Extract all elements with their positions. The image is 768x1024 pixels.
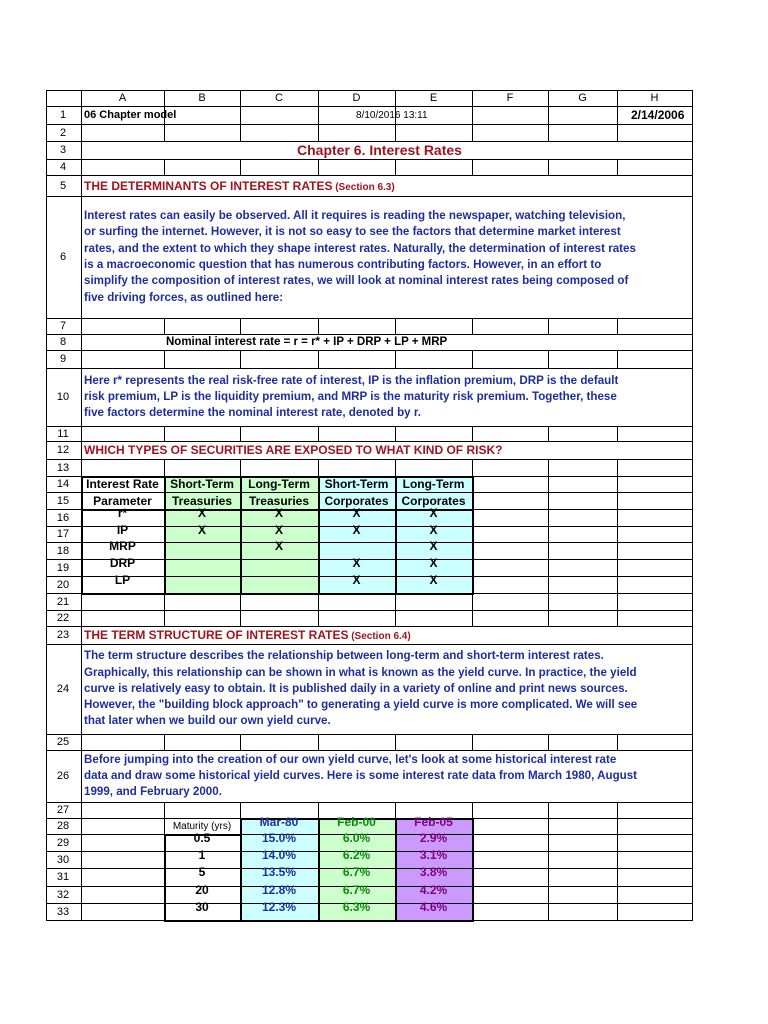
grid-line xyxy=(548,526,549,543)
section-heading-determinants: THE DETERMINANTS OF INTEREST RATES (Section 6.3) xyxy=(84,178,395,193)
column-header-a: A xyxy=(118,92,127,104)
grid-line xyxy=(240,159,241,176)
row-number: 6 xyxy=(59,251,67,263)
row-number: 3 xyxy=(59,144,67,156)
grid-line xyxy=(617,509,618,527)
table-border xyxy=(240,920,474,922)
column-header-h: H xyxy=(650,92,659,104)
factors-paragraph: Here r* represents the real risk-free rate of interest, IP is the inflation premium, DRP is the default risk premium, LP is the liquidity premium, and MRP is the maturity risk premium. Together, these five factors determine the nominal interest rate, denoted by r. xyxy=(84,373,619,420)
row-number: 18 xyxy=(56,544,70,557)
grid-line xyxy=(548,542,549,560)
row-number: 8 xyxy=(59,336,67,348)
grid-line xyxy=(46,441,693,442)
yield-value: 6.0% xyxy=(342,831,371,845)
grid-line xyxy=(240,459,241,477)
grid-line xyxy=(617,106,618,125)
grid-line xyxy=(617,426,618,442)
row-number: 33 xyxy=(56,905,70,918)
grid-line xyxy=(548,886,549,904)
grid-line xyxy=(548,559,549,577)
row-number: 24 xyxy=(56,683,70,695)
grid-line xyxy=(472,734,473,751)
grid-line xyxy=(472,459,473,477)
risk-parameter: LP xyxy=(114,573,131,587)
yield-value: 4.2% xyxy=(419,883,448,897)
grid-line xyxy=(617,818,618,835)
risk-table-header: Short-Term xyxy=(170,477,234,491)
maturity-value: 0.5 xyxy=(193,831,211,845)
row-number: 13 xyxy=(56,461,70,474)
grid-line xyxy=(46,610,693,611)
nominal-rate-formula: Nominal interest rate = r = r* + IP + DRP + LP + MRP xyxy=(166,336,448,348)
grid-line xyxy=(46,159,693,160)
grid-line xyxy=(318,318,319,335)
grid-line xyxy=(617,903,618,921)
table-border xyxy=(472,818,474,922)
grid-line xyxy=(318,593,319,611)
risk-mark: X xyxy=(352,556,361,570)
grid-line xyxy=(240,734,241,751)
yield-value: 4.6% xyxy=(419,900,448,914)
grid-line xyxy=(548,734,549,751)
table-border xyxy=(472,476,474,595)
grid-line xyxy=(548,818,549,835)
grid-line xyxy=(617,542,618,560)
grid-line xyxy=(46,318,693,319)
grid-line xyxy=(472,124,473,142)
grid-line xyxy=(472,106,473,125)
grid-line xyxy=(548,476,549,493)
row-number: 28 xyxy=(56,820,70,832)
grid-line xyxy=(548,459,549,477)
grid-line xyxy=(164,350,165,369)
grid-line xyxy=(46,350,693,351)
grid-line xyxy=(548,350,549,369)
grid-line xyxy=(164,459,165,477)
row-number: 17 xyxy=(56,528,70,540)
yield-value: 6.3% xyxy=(342,900,371,914)
risk-mark: X xyxy=(352,523,361,537)
risk-parameter: r* xyxy=(117,506,128,520)
grid-line xyxy=(472,159,473,176)
grid-line xyxy=(240,318,241,335)
risk-table-header: Interest Rate xyxy=(86,477,159,491)
grid-line xyxy=(472,610,473,627)
grid-line xyxy=(46,426,693,427)
risk-table-header: Treasuries xyxy=(171,493,233,508)
grid-line xyxy=(472,802,473,819)
grid-line xyxy=(240,106,241,125)
grid-line xyxy=(617,459,618,477)
grid-line xyxy=(318,610,319,627)
risk-mark: X xyxy=(274,523,283,537)
grid-line xyxy=(548,106,549,125)
yield-value: 14.0% xyxy=(261,848,297,862)
risk-mark: X xyxy=(429,523,438,537)
row-number: 19 xyxy=(56,561,70,574)
row-number: 30 xyxy=(56,853,70,866)
grid-line xyxy=(617,559,618,577)
section-heading-securities: WHICH TYPES OF SECURITIES ARE EXPOSED TO WHAT KIND OF RISK? xyxy=(84,443,503,457)
row-number: 22 xyxy=(56,612,70,624)
yield-value: 6.2% xyxy=(342,848,371,862)
risk-mark: X xyxy=(429,506,438,520)
grid-line xyxy=(617,868,618,887)
grid-line xyxy=(548,802,549,819)
row-number: 4 xyxy=(59,161,67,173)
column-header-e: E xyxy=(429,92,438,104)
grid-line xyxy=(395,593,396,611)
grid-line xyxy=(395,318,396,335)
row-number: 23 xyxy=(56,629,70,641)
grid-line xyxy=(46,175,693,176)
grid-line xyxy=(617,834,618,852)
row-number: 1 xyxy=(59,109,67,121)
grid-line xyxy=(318,734,319,751)
row-number: 26 xyxy=(56,770,70,782)
table-border xyxy=(164,920,242,922)
grid-line xyxy=(164,426,165,442)
row-number: 10 xyxy=(56,391,70,403)
grid-line xyxy=(46,644,693,645)
risk-mark: X xyxy=(352,573,361,587)
maturity-value: 30 xyxy=(195,900,209,914)
risk-table-header: Corporates xyxy=(401,493,466,508)
row-number: 21 xyxy=(56,595,70,608)
row-number: 2 xyxy=(59,126,67,139)
risk-mark: X xyxy=(429,573,438,587)
grid-line xyxy=(472,318,473,335)
grid-line xyxy=(395,734,396,751)
grid-line xyxy=(240,610,241,627)
section-heading-term-structure: THE TERM STRUCTURE OF INTEREST RATES (Section 6.4) xyxy=(84,628,411,642)
yield-value: 6.7% xyxy=(342,865,371,879)
yield-value: 12.3% xyxy=(261,900,297,914)
grid-line xyxy=(617,159,618,176)
grid-line xyxy=(617,734,618,751)
grid-line xyxy=(395,426,396,442)
maturity-value: 1 xyxy=(198,848,206,862)
maturity-value: 5 xyxy=(198,865,206,879)
grid-line xyxy=(240,124,241,142)
grid-line xyxy=(318,426,319,442)
risk-table-header: Treasuries xyxy=(248,493,310,508)
grid-line xyxy=(617,851,618,869)
row-number: 9 xyxy=(59,353,67,365)
row-number: 14 xyxy=(56,478,70,490)
column-header-f: F xyxy=(506,92,514,104)
maturity-label: Maturity (yrs) xyxy=(172,821,232,832)
grid-line xyxy=(164,124,165,142)
grid-line xyxy=(395,459,396,477)
row-number: 32 xyxy=(56,888,70,901)
yield-value: 13.5% xyxy=(261,865,297,879)
row-number: 20 xyxy=(56,578,70,591)
grid-line xyxy=(318,459,319,477)
risk-parameter: IP xyxy=(116,523,129,537)
row-number: 27 xyxy=(56,804,70,816)
intro-paragraph: Interest rates can easily be observed. All it requires is reading the newspaper, watching television, or surfing the internet. However, it is not so easy to see the factors that determine market interest rates, and the extent to which they shape interest rates. Naturally, the determination of interest rates is a macroeconomic question that has numerous contributing factors. However, in an effort to simplify the composition of interest rates, we will look at nominal interest rates being composed of five driving forces, as outlined here: xyxy=(84,209,636,304)
grid-line xyxy=(164,734,165,751)
grid-line xyxy=(617,802,618,819)
grid-line xyxy=(164,159,165,176)
row-number: 29 xyxy=(56,836,70,849)
grid-line xyxy=(46,196,693,197)
grid-line xyxy=(240,350,241,369)
row-number: 11 xyxy=(57,427,69,440)
grid-line xyxy=(617,124,618,142)
grid-line xyxy=(46,626,693,627)
grid-line xyxy=(548,903,549,921)
grid-line xyxy=(548,318,549,335)
risk-table-header: Corporates xyxy=(324,493,389,508)
grid-line xyxy=(617,350,618,369)
column-header-g: G xyxy=(578,92,587,104)
grid-line xyxy=(548,124,549,142)
yield-value: 12.8% xyxy=(261,883,297,897)
grid-line xyxy=(240,593,241,611)
grid-line xyxy=(617,318,618,335)
grid-line xyxy=(240,426,241,442)
grid-line xyxy=(395,124,396,142)
column-header-d: D xyxy=(352,92,361,104)
grid-line xyxy=(46,802,693,803)
column-header-b: B xyxy=(198,92,206,104)
grid-line xyxy=(46,106,693,107)
grid-line xyxy=(692,90,693,921)
grid-line xyxy=(472,350,473,369)
row-number: 5 xyxy=(59,179,67,192)
file-title: 06 Chapter model xyxy=(84,109,177,121)
row-number: 31 xyxy=(56,871,70,883)
risk-mark: X xyxy=(429,539,438,553)
yield-value: 3.1% xyxy=(419,848,448,862)
row-number: 7 xyxy=(59,320,67,332)
yield-value: 2.9% xyxy=(419,831,448,845)
grid-line xyxy=(548,426,549,442)
term-structure-paragraph: The term structure describes the relationship between long-term and short-term interest rates. Graphically, this relationship can be shown in what is known as the yield curve. In practice, the yield curve is relatively easy to obtain. It is published daily in a variety of online and print news sources. However, the "building block approach" to generating a yield curve is more complicated. We will see that later when we build our own yield curve. xyxy=(84,649,638,728)
row-number: 12 xyxy=(56,444,70,456)
yield-series-header: Feb-05 xyxy=(414,815,453,829)
grid-line xyxy=(548,159,549,176)
grid-line xyxy=(164,593,165,611)
grid-line xyxy=(548,851,549,869)
risk-mark: X xyxy=(429,556,438,570)
grid-line xyxy=(395,610,396,627)
grid-line xyxy=(46,124,693,125)
risk-parameter: DRP xyxy=(109,556,136,570)
chapter-title: Chapter 6. Interest Rates xyxy=(297,142,462,158)
risk-mark: X xyxy=(197,523,206,537)
risk-mark: X xyxy=(274,506,283,520)
grid-line xyxy=(46,368,693,369)
grid-line xyxy=(395,159,396,176)
risk-mark: X xyxy=(274,539,283,553)
risk-table-header: Short-Term xyxy=(324,477,389,491)
grid-line xyxy=(318,350,319,369)
maturity-value: 20 xyxy=(195,883,209,897)
yield-value: 6.7% xyxy=(342,883,371,897)
column-header-c: C xyxy=(275,92,283,104)
grid-line xyxy=(617,593,618,611)
grid-line xyxy=(318,124,319,142)
grid-line xyxy=(617,576,618,594)
table-border xyxy=(81,593,474,595)
historical-data-paragraph: Before jumping into the creation of our own yield curve, let's look at some historical interest rate data and draw some historical yield curves. Here is some interest rate data from March 1980, August 1999, and February 2000. xyxy=(84,752,638,799)
grid-line xyxy=(164,802,165,819)
row-number: 15 xyxy=(56,494,70,507)
grid-line xyxy=(617,492,618,510)
grid-line xyxy=(617,526,618,543)
grid-line xyxy=(472,426,473,442)
risk-table-header: Long-Term xyxy=(402,477,465,491)
risk-mark: X xyxy=(197,506,206,520)
grid-line xyxy=(318,159,319,176)
grid-line xyxy=(548,509,549,527)
grid-line xyxy=(548,868,549,887)
row-number: 25 xyxy=(56,736,70,748)
grid-line xyxy=(318,106,319,125)
header-date: 2/14/2006 xyxy=(631,108,685,122)
grid-line xyxy=(617,476,618,493)
grid-line xyxy=(548,610,549,627)
row-number: 16 xyxy=(56,511,70,524)
risk-table-header: Long-Term xyxy=(248,477,310,491)
grid-line xyxy=(548,593,549,611)
timestamp: 8/10/2016 13:11 xyxy=(356,110,428,121)
yield-value: 3.8% xyxy=(419,865,448,879)
grid-line xyxy=(164,318,165,335)
grid-line xyxy=(46,734,693,735)
risk-parameter: MRP xyxy=(109,539,136,553)
yield-series-header: Feb-00 xyxy=(337,815,376,829)
grid-line xyxy=(472,593,473,611)
grid-line xyxy=(617,610,618,627)
grid-line xyxy=(164,610,165,627)
yield-value: 15.0% xyxy=(261,831,297,845)
grid-line xyxy=(548,576,549,594)
risk-table-header: Parameter xyxy=(93,493,152,508)
grid-line xyxy=(548,492,549,510)
grid-line xyxy=(617,886,618,904)
yield-series-header: Mar-80 xyxy=(259,815,299,829)
risk-mark: X xyxy=(352,506,361,520)
grid-line xyxy=(395,350,396,369)
grid-line xyxy=(548,834,549,852)
grid-line xyxy=(46,459,693,460)
